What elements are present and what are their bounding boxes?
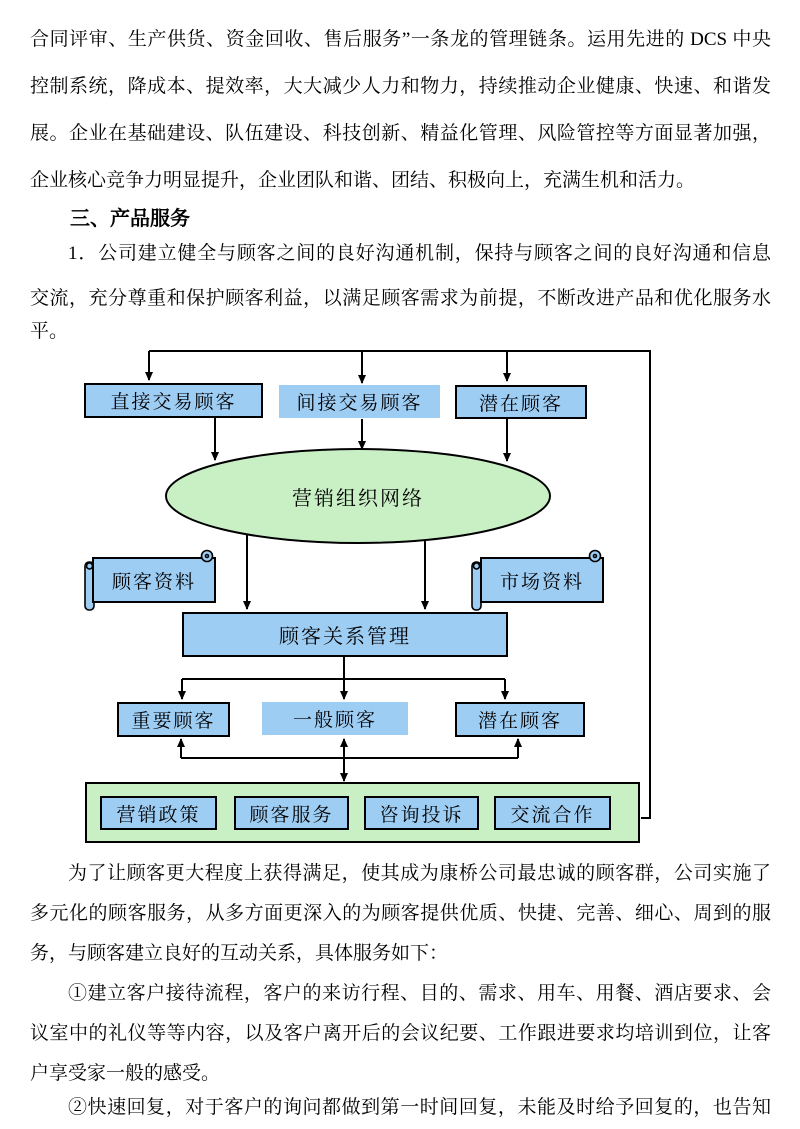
- node-marketing-network-label: 营销组织网络: [292, 487, 424, 510]
- node-customer-service: 顾客服务: [234, 796, 349, 830]
- node-important-customers: 重要顾客: [117, 702, 230, 737]
- node-crm: 顾客关系管理: [182, 612, 508, 657]
- paragraph-line: 务，与顾客建立良好的互动关系，具体服务如下：: [30, 943, 449, 964]
- node-indirect-customers: 间接交易顾客: [279, 385, 440, 418]
- paragraph-line: 展。企业在基础建设、队伍建设、科技创新、精益化管理、风险管控等方面显著加强，: [30, 123, 771, 144]
- paragraph-line: 平。: [30, 321, 69, 342]
- node-direct-customers: 直接交易顾客: [84, 383, 263, 418]
- paragraph-line: ①建立客户接待流程，客户的来访行程、目的、需求、用车、用餐、酒店要求、会: [68, 983, 771, 1004]
- node-customer-data-label: 顾客资料: [111, 571, 196, 593]
- paragraph-line: 为了让顾客更大程度上获得满足，使其成为康桥公司最忠诚的顾客群，公司实施了: [68, 863, 771, 884]
- node-market-data-label: 市场资料: [499, 571, 584, 593]
- paragraph-line: 控制系统，降成本、提效率，大大减少人力和物力，持续推动企业健康、快速、和谐发: [30, 76, 771, 97]
- paragraph-line: 多元化的顾客服务，从多方面更深入的为顾客提供优质、快捷、完善、细心、周到的服: [30, 903, 771, 924]
- paragraph-line: ②快速回复，对于客户的询问都做到第一时间回复，未能及时给予回复的，也告知: [68, 1097, 771, 1118]
- section-heading: 三、产品服务: [70, 208, 190, 230]
- node-exchange-cooperation: 交流合作: [494, 796, 611, 830]
- paragraph-line: 企业核心竞争力明显提升，企业团队和谐、团结、积极向上，充满生机和活力。: [30, 170, 696, 191]
- paragraph-line: 1．公司建立健全与顾客之间的良好沟通机制，保持与顾客之间的良好沟通和信息: [68, 243, 771, 264]
- paragraph-line: 议室中的礼仪等等内容，以及客户离开后的会议纪要、工作跟进要求均培训到位，让客: [30, 1023, 771, 1044]
- paragraph-line: 合同评审、生产供货、资金回收、售后服务”一条龙的管理链条。运用先进的 DCS 中央: [30, 29, 771, 50]
- node-consult-complaint: 咨询投诉: [364, 796, 479, 830]
- node-potential-customers-top: 潜在顾客: [455, 385, 587, 419]
- node-general-customers: 一般顾客: [262, 702, 408, 735]
- node-marketing-policy: 营销政策: [100, 796, 217, 830]
- paragraph-line: 户享受家一般的感受。: [30, 1063, 221, 1084]
- paragraph-line: 交流，充分尊重和保护顾客利益，以满足顾客需求为前提，不断改进产品和优化服务水: [30, 288, 771, 309]
- node-potential-customers-bottom: 潜在顾客: [455, 702, 585, 737]
